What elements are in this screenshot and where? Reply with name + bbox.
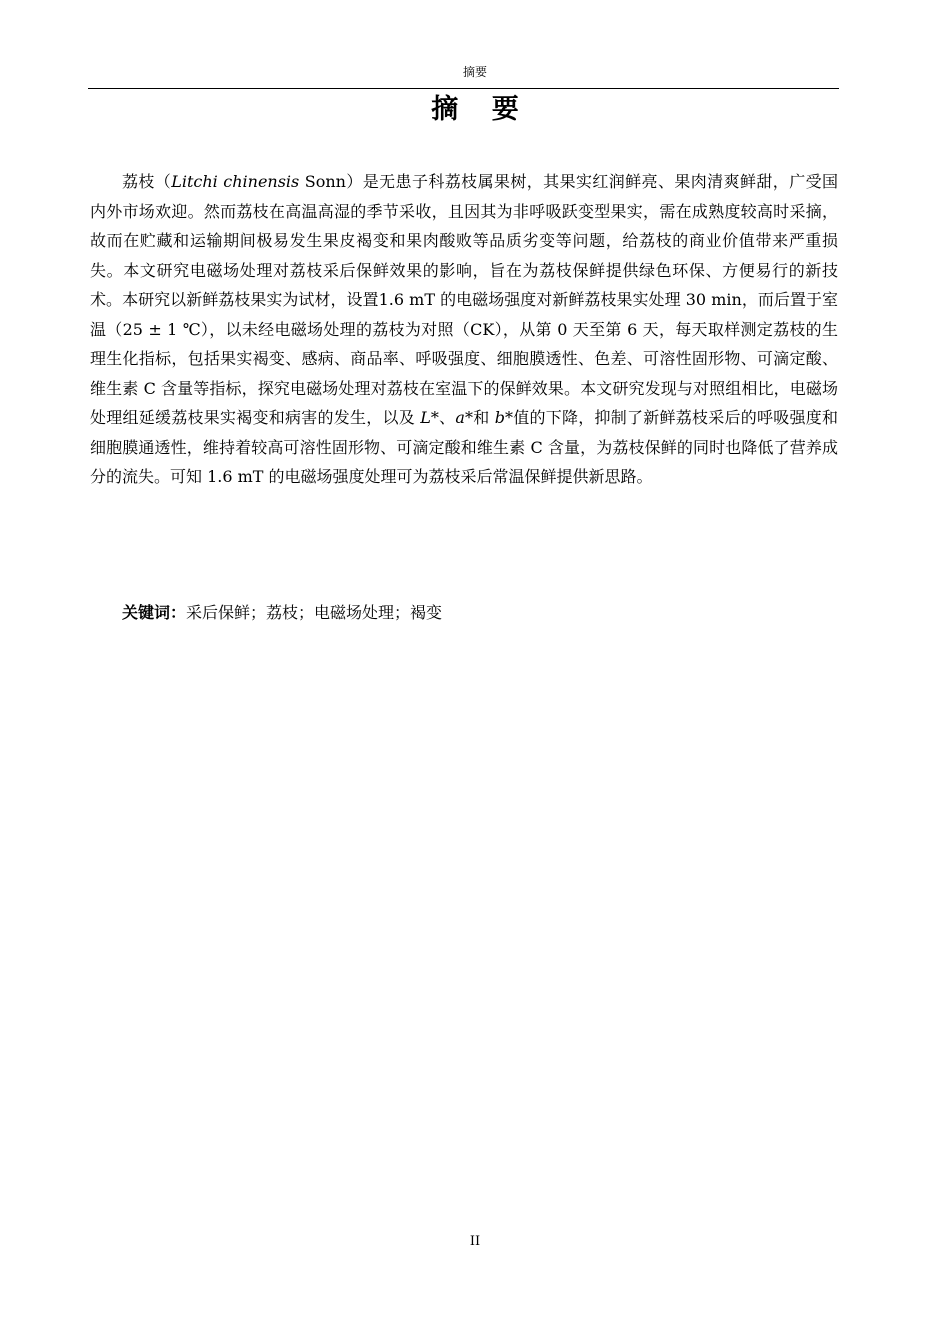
page-number: II — [469, 1234, 481, 1249]
abstract-text-end: *值的下降，抑制了新鲜荔枝采后的呼吸强度和细胞膜通透性，维持着较高可溶性固形物、可滴定酸和维生素 C 含量，为荔枝保鲜的同时也降低了营养成分的流失。可知 1.6 mT 的电磁场强度处理可为荔枝采后常温保鲜提供新思路。 — [90, 408, 838, 486]
header-divider — [88, 88, 839, 89]
a-star-symbol: a — [455, 408, 465, 427]
keywords-label: 关键词： — [122, 603, 187, 622]
abstract-text-sep2: *和 — [464, 408, 495, 427]
abstract-paragraph — [90, 167, 838, 492]
page-title: 摘 要 — [431, 94, 531, 125]
b-star-symbol: b — [494, 408, 506, 427]
species-name: Litchi chinensis — [171, 172, 300, 191]
keywords-line — [90, 598, 838, 628]
running-header: 摘要 — [462, 65, 487, 79]
abstract-body — [90, 167, 838, 492]
abstract-text-intro: 荔枝（ — [122, 172, 172, 191]
abstract-text-main: Sonn）是无患子科荔枝属果树，其果实红润鲜亮、果肉清爽鲜甜，广受国内外市场欢迎。然而荔枝在高温高湿的季节采收，且因其为非呼吸跃变型果实，需在成熟度较高时采摘，故而在贮藏和运输期间极易发生果皮褐变和果肉酸败等品质劣变等问题，给荔枝的商业价值带来严重损失。本文研究电磁场处理对荔枝采后保鲜效果的影响，旨在为荔枝保鲜提供绿色环保、方便易行的新技术。本研究以新鲜荔枝果实为试材，设置1.6 mT 的电磁场强度对新鲜荔枝果实处理 30 min，而后置于室温（25 ± 1 ℃），以未经电磁场处理的荔枝为对照（CK），从第 0 天至第 6 天，每天取样测定荔枝的生理生化指标，包括果实褐变、感病、商品率、呼吸强度、细胞膜透性、色差、可溶性固形物、可滴定酸、维生素 C 含量等指标，探究电磁场处理对荔枝在室温下的保鲜效果。本文研究发现与对照组相比，电磁场处理组延缓荔枝果实褐变和病害的发生，以及 — [90, 172, 838, 427]
abstract-text-sep1: *、 — [430, 408, 456, 427]
l-star-symbol: L — [420, 408, 431, 427]
keywords-text: 采后保鲜；荔枝；电磁场处理；褐变 — [186, 603, 443, 622]
